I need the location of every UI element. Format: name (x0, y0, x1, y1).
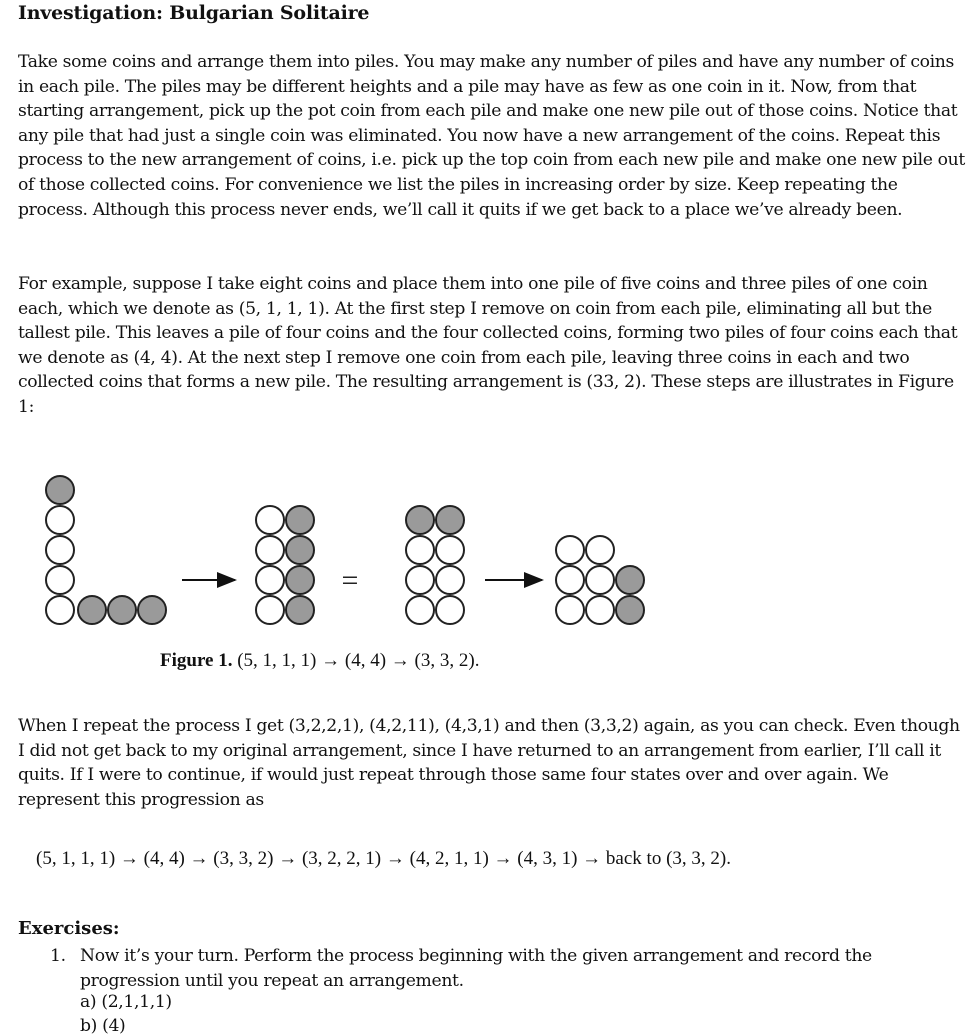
figure-caption-text: (5, 1, 1, 1) → (4, 4) → (3, 3, 2). (237, 650, 480, 671)
repeat-paragraph: When I repeat the process I get (3,2,2,1), (4,2,11), (4,3,1) and then (3,3,2) again, as you can check. Even though I did not get back to my original arrangement, since I have returned to an arrangement from earlier, I’ll call it quits. If I were to continue, if would just repeat through those same four states over and over again. We represent this progression as (18, 716, 960, 810)
coin-gray (436, 506, 464, 534)
state-4-4-collected (256, 506, 314, 624)
exercise-text: Now it’s your turn. Perform the process beginning with the given arrangement and record the progression until you repeat an arrangement. (80, 946, 872, 991)
coin-white (556, 566, 584, 594)
coin-gray (616, 596, 644, 624)
coin-gray (616, 566, 644, 594)
coin-white (436, 566, 464, 594)
coin-white (586, 536, 614, 564)
coin-gray (286, 566, 314, 594)
equals-sign: = (341, 564, 359, 597)
intro-paragraph: Take some coins and arrange them into piles. You may make any number of piles and have any number of coins in each pile. The piles may be different heights and a pile may have as few as one coin in it. Now, from that starting arrangement, pick up the pot coin from each pile and make one new pile out of those coins. Notice that any pile that had just a single coin was eliminated. You now have a new arrangement of the coins. Repeat this process to the new arrangement of coins, i.e. pick up the top coin from each new pile and make one new pile out of those collected coins. For convenience we list the piles in increasing order by size. Keep repeating the process. Although this process never ends, we’ll call it quits if we get back to a place we’ve already been. (18, 52, 965, 220)
coin-white (46, 566, 74, 594)
coin-white (406, 566, 434, 594)
coin-gray (46, 476, 74, 504)
exercise-subitem-b: b) (4) (80, 1016, 126, 1036)
state-3-3-2 (556, 536, 644, 624)
coin-gray (108, 596, 136, 624)
coin-white (436, 536, 464, 564)
coin-white (556, 596, 584, 624)
figure-caption-label: Figure 1. (160, 650, 233, 671)
coin-white (586, 596, 614, 624)
exercise-subitem-a: a) (2,1,1,1) (80, 992, 172, 1012)
example-paragraph: For example, suppose I take eight coins and place them into one pile of five coins and three piles of one coin each, which we denote as (5, 1, 1, 1). At the first step I remove on coin from each pile, eliminating all but the tallest pile. This leaves a pile of four coins and the four collected coins, forming two piles of four coins each that we denote as (4, 4). At the next step I remove one coin from each pile, leaving three coins in each and two collected coins that forms a new pile. The resulting arrangement is (33, 2). These steps are illustrates in Figure 1: (18, 274, 958, 417)
coin-white (256, 566, 284, 594)
coin-white (556, 536, 584, 564)
coin-gray (406, 506, 434, 534)
figure-caption (160, 650, 479, 672)
page-title: Investigation: Bulgarian Solitaire (18, 2, 370, 24)
coin-gray (286, 506, 314, 534)
coin-gray (138, 596, 166, 624)
coin-white (406, 596, 434, 624)
state-5-1-1-1 (46, 476, 166, 624)
coin-white (256, 596, 284, 624)
coin-white (436, 596, 464, 624)
coin-white (406, 536, 434, 564)
state-4-4-top-shaded (406, 506, 464, 624)
coin-white (586, 566, 614, 594)
coin-white (256, 536, 284, 564)
exercise-number: 1. (50, 946, 66, 966)
coin-gray (78, 596, 106, 624)
coin-gray (286, 536, 314, 564)
progression-formula: (5, 1, 1, 1) → (4, 4) → (3, 3, 2) → (3, 2, 2, 1) → (4, 2, 1, 1) → (4, 3, 1) → back to (3, 3, 2). (36, 848, 731, 869)
coin-white (46, 506, 74, 534)
exercises-heading: Exercises: (18, 918, 120, 939)
coin-white (256, 506, 284, 534)
figure-1-diagram (30, 470, 670, 640)
coin-gray (286, 596, 314, 624)
coin-white (46, 596, 74, 624)
coin-white (46, 536, 74, 564)
